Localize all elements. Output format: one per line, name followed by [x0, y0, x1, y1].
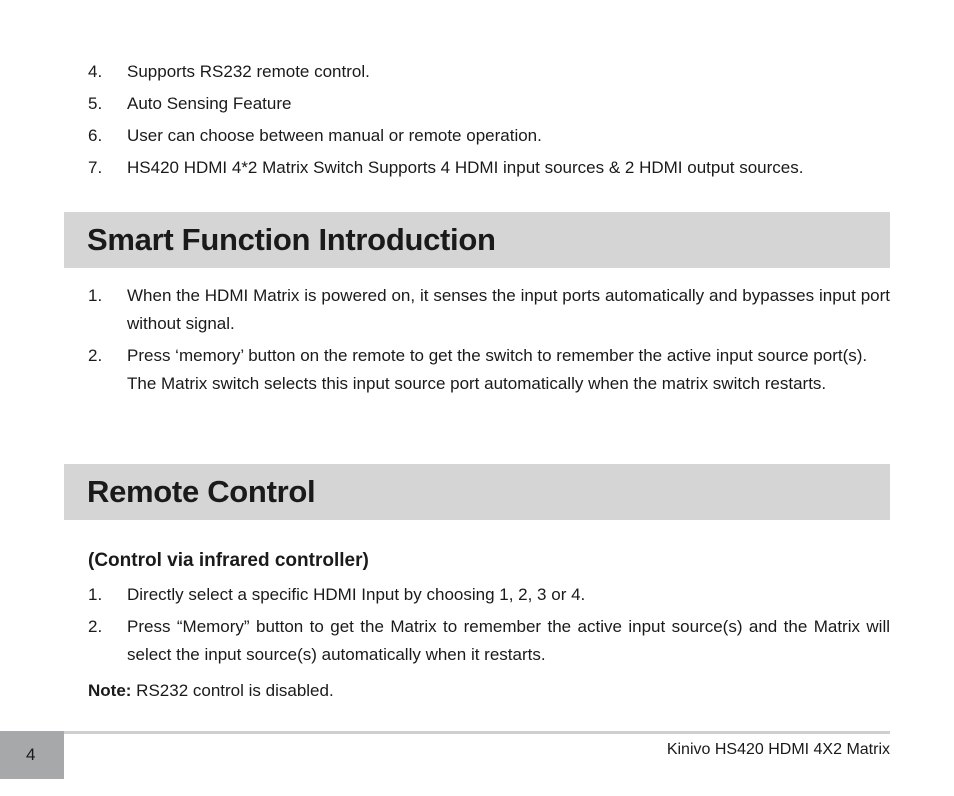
footer-divider	[64, 731, 890, 734]
list-text: User can choose between manual or remote operation.	[127, 126, 542, 145]
list-number: 2.	[88, 617, 103, 636]
section-heading: Smart Function Introduction	[87, 222, 496, 257]
list-number: 2.	[88, 346, 103, 365]
list-number: 4.	[88, 62, 103, 81]
list-number: 6.	[88, 126, 103, 145]
list-text: HS420 HDMI 4*2 Matrix Switch Supports 4 HDMI input sources & 2 HDMI output sources.	[127, 158, 804, 177]
note-text: RS232 control is disabled.	[131, 681, 334, 700]
list-text: Auto Sensing Feature	[127, 94, 292, 113]
section-heading: Remote Control	[87, 474, 316, 509]
list-number: 1.	[88, 286, 103, 305]
subsection-heading: (Control via infrared controller)	[88, 550, 369, 571]
list-number: 5.	[88, 94, 103, 113]
section-banner-smart-function	[64, 212, 890, 268]
note-label: Note:	[88, 681, 132, 700]
section-banner-remote-control	[64, 464, 890, 520]
list-number: 7.	[88, 158, 103, 177]
list-text: Press “Memory” button to get the Matrix to remember the active input source(s) and the Matrix will select the input source(s) automatically when it restarts.	[127, 617, 890, 664]
list-text: Supports RS232 remote control.	[127, 62, 370, 81]
list-text: When the HDMI Matrix is powered on, it senses the input ports automatically and bypasses input port without signal.	[127, 286, 890, 333]
list-text: Directly select a specific HDMI Input by choosing 1, 2, 3 or 4.	[127, 585, 586, 604]
list-number: 1.	[88, 585, 103, 604]
note	[88, 677, 334, 705]
list-text: Press ‘memory’ button on the remote to get the switch to remember the active input source port(s). The Matrix switch selects this input source port automatically when the matrix switch restarts.	[127, 346, 868, 393]
footer-title: Kinivo HS420 HDMI 4X2 Matrix	[666, 741, 890, 758]
page-number: 4	[26, 745, 36, 764]
